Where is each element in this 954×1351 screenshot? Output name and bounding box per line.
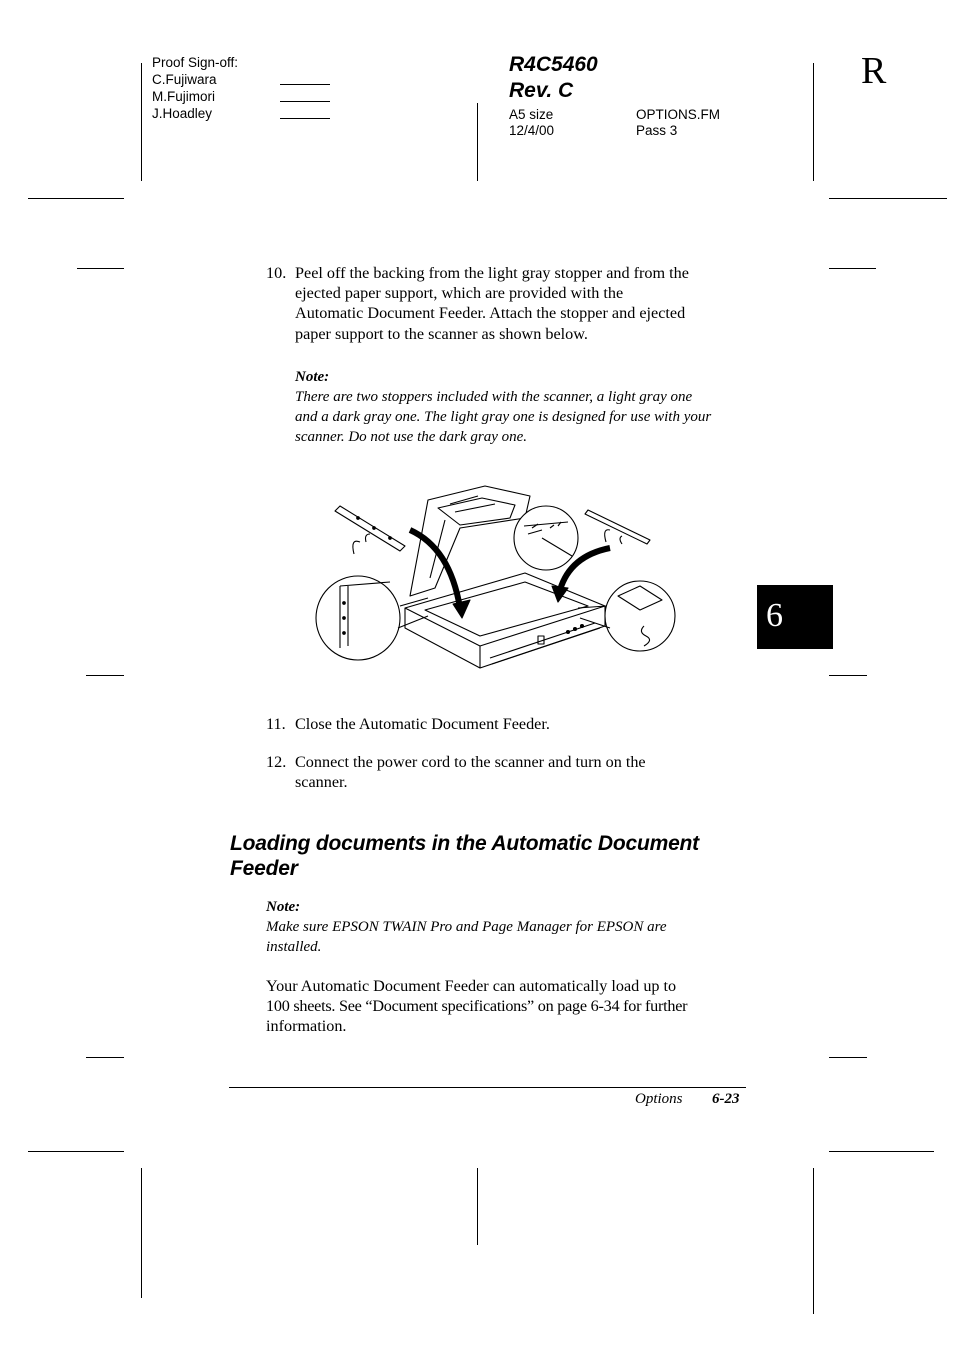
step-number: 10.	[266, 264, 287, 282]
crop-mark	[28, 1151, 124, 1152]
crop-mark	[77, 268, 124, 269]
step-line: Close the Automatic Document Feeder.	[295, 715, 550, 733]
note-text	[295, 387, 755, 448]
proof-signoff	[152, 54, 238, 122]
proof-title: Proof Sign-off:	[152, 55, 239, 70]
note-line: scanner. Do not use the dark gray one.	[295, 429, 528, 446]
file-name: OPTIONS.FM	[636, 107, 720, 122]
detail-circle-right	[578, 581, 675, 651]
note-text	[266, 917, 756, 957]
crop-mark	[829, 1151, 934, 1152]
page-size: A5 size	[509, 107, 554, 122]
crop-mark	[28, 198, 124, 199]
signer-name: C.Fujiwara	[152, 72, 217, 87]
page-date: 12/4/00	[509, 123, 555, 138]
paragraph-line: 100 sheets. See “Document specifications” on page 6-34 for further	[266, 997, 688, 1016]
paper-support	[585, 510, 650, 544]
step-10	[266, 263, 756, 345]
chapter-number: 6	[766, 597, 783, 634]
signature-line	[280, 101, 330, 102]
pass-number: Pass 3	[636, 123, 678, 138]
step-line: Automatic Document Feeder. Attach the stopper and ejected	[295, 304, 686, 323]
note-box	[295, 367, 755, 448]
section-heading	[230, 832, 770, 881]
note-line: There are two stoppers included with the scanner, a light gray one	[295, 389, 693, 405]
stopper-strip	[335, 506, 405, 554]
footer-rule	[229, 1087, 746, 1088]
chapter-tab	[757, 585, 833, 649]
page-meta-left	[509, 107, 554, 139]
document-code	[509, 52, 598, 104]
note-label: Note:	[295, 369, 330, 385]
signature-line	[280, 84, 330, 85]
signer-name: J.Hoadley	[152, 106, 213, 121]
detail-circle-top	[514, 506, 578, 570]
step-text	[295, 752, 646, 792]
crop-mark	[86, 1057, 124, 1058]
step-text	[295, 263, 689, 344]
crop-mark	[813, 63, 814, 181]
crop-mark	[829, 198, 947, 199]
signature-line	[280, 118, 330, 119]
crop-mark	[829, 268, 876, 269]
paragraph-line: Your Automatic Document Feeder can automatically load up to	[266, 977, 677, 995]
heading-line: Loading documents in the Automatic Document	[230, 832, 699, 855]
crop-mark	[141, 1168, 142, 1298]
note-line: and a dark gray one. The light gray one is designed for use with your	[295, 409, 712, 426]
document-code-line: R4C5460	[509, 53, 598, 76]
note-line: installed.	[266, 939, 322, 956]
crop-mark	[86, 675, 124, 676]
signer-name: M.Fujimori	[152, 89, 215, 104]
note-line: Make sure EPSON TWAIN Pro and Page Manager for EPSON are	[266, 919, 667, 935]
document-revision: Rev. C	[509, 79, 574, 102]
step-12	[266, 752, 756, 794]
footer-section: Options	[635, 1091, 683, 1107]
crop-mark	[829, 675, 867, 676]
corner-letter: R	[861, 50, 887, 92]
step-line: Connect the power cord to the scanner and turn on the	[295, 753, 646, 771]
step-line: ejected paper support, which are provided with the	[295, 284, 624, 303]
step-number: 11.	[266, 715, 286, 733]
page-meta-right	[636, 107, 720, 139]
crop-mark	[829, 1057, 867, 1058]
crop-mark	[141, 63, 142, 181]
paragraph-line: information.	[266, 1017, 347, 1036]
step-number: 12.	[266, 753, 287, 771]
step-line: paper support to the scanner as shown below.	[295, 324, 588, 343]
body-paragraph	[266, 976, 756, 1037]
heading-line: Feeder	[230, 856, 298, 880]
crop-mark	[477, 1168, 478, 1245]
scanner-illustration	[310, 478, 680, 686]
footer-page-number: 6-23	[712, 1091, 740, 1107]
step-line: scanner.	[295, 773, 348, 792]
crop-mark	[477, 103, 478, 181]
step-line: Peel off the backing from the light gray stopper and from the	[295, 264, 689, 282]
step-11	[266, 714, 756, 736]
crop-mark	[813, 1168, 814, 1314]
note-box	[266, 897, 756, 957]
note-label: Note:	[266, 899, 301, 915]
step-text	[295, 714, 550, 734]
